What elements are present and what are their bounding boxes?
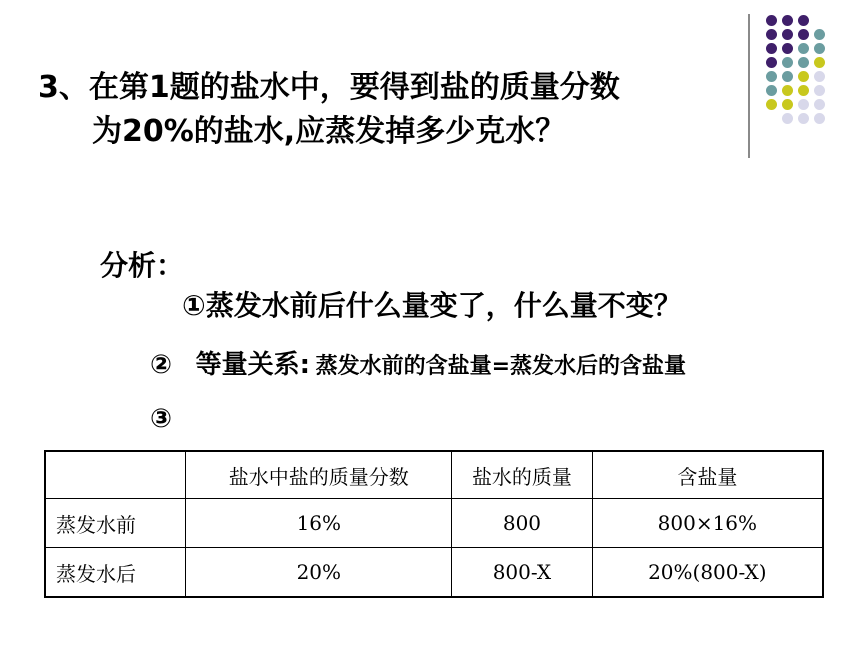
decorative-dot: [766, 29, 777, 40]
decorative-dot: [782, 99, 793, 110]
table-row: [45, 548, 823, 598]
question-title-line2: 为20%的盐水,应蒸发掉多少克水？: [92, 114, 566, 149]
decorative-dot: [766, 15, 777, 26]
analysis-step-3: ③: [150, 404, 173, 434]
decorative-dot: [798, 85, 809, 96]
analysis-table: [44, 450, 824, 598]
decorative-dot: [782, 57, 793, 68]
decorative-dot: [814, 71, 825, 82]
decorative-dot: [782, 29, 793, 40]
row-label: 蒸发水后: [45, 548, 186, 598]
decorative-dot: [798, 99, 809, 110]
decorative-dot: [782, 85, 793, 96]
analysis-step-2: [150, 344, 686, 381]
cell-salt: 20%(800-X): [592, 548, 823, 598]
decorative-dot: [798, 43, 809, 54]
decorative-dot: [814, 57, 825, 68]
table-header-row: [45, 451, 823, 499]
decorative-dot: [798, 29, 809, 40]
step-2-number: ②: [150, 350, 173, 380]
header-cell-mass: 盐水的质量: [452, 451, 592, 499]
header-cell-empty: [45, 451, 186, 499]
header-cell-salt: 含盐量: [592, 451, 823, 499]
cell-mass: 800: [452, 499, 592, 548]
cell-fraction: 16%: [186, 499, 452, 548]
decorative-dot: [814, 85, 825, 96]
decorative-dot: [798, 57, 809, 68]
table-row: [45, 499, 823, 548]
decorative-dot: [766, 71, 777, 82]
decorative-dot: [798, 15, 809, 26]
step-2-relation: 蒸发水前的含盐量=蒸发水后的含盐量: [315, 354, 687, 379]
header-cell-fraction: 盐水中盐的质量分数: [186, 451, 452, 499]
decorative-dot: [814, 99, 825, 110]
cell-salt: 800×16%: [592, 499, 823, 548]
question-title: [38, 66, 620, 154]
decorative-dot: [766, 99, 777, 110]
question-title-line1: 3、在第1题的盐水中，要得到盐的质量分数: [38, 70, 620, 105]
decorative-dot: [766, 43, 777, 54]
decorative-dot: [814, 43, 825, 54]
decorative-dot: [782, 15, 793, 26]
decorative-dot: [798, 71, 809, 82]
cell-fraction: 20%: [186, 548, 452, 598]
decorative-dot: [814, 113, 825, 124]
analysis-step-1: ①蒸发水前后什么量变了，什么量不变？: [182, 289, 682, 322]
decorative-dot: [766, 57, 777, 68]
decorative-dot: [782, 71, 793, 82]
decorative-dot-grid: [766, 15, 830, 125]
analysis-label: 分析：: [100, 249, 185, 282]
decorative-dot: [814, 29, 825, 40]
row-label: 蒸发水前: [45, 499, 186, 548]
decorative-dot: [782, 113, 793, 124]
decorative-divider: [748, 14, 750, 158]
cell-mass: 800-X: [452, 548, 592, 598]
decorative-dot: [798, 113, 809, 124]
step-2-keyword: 等量关系:: [195, 350, 310, 380]
decorative-dot: [766, 85, 777, 96]
decorative-dot: [782, 43, 793, 54]
